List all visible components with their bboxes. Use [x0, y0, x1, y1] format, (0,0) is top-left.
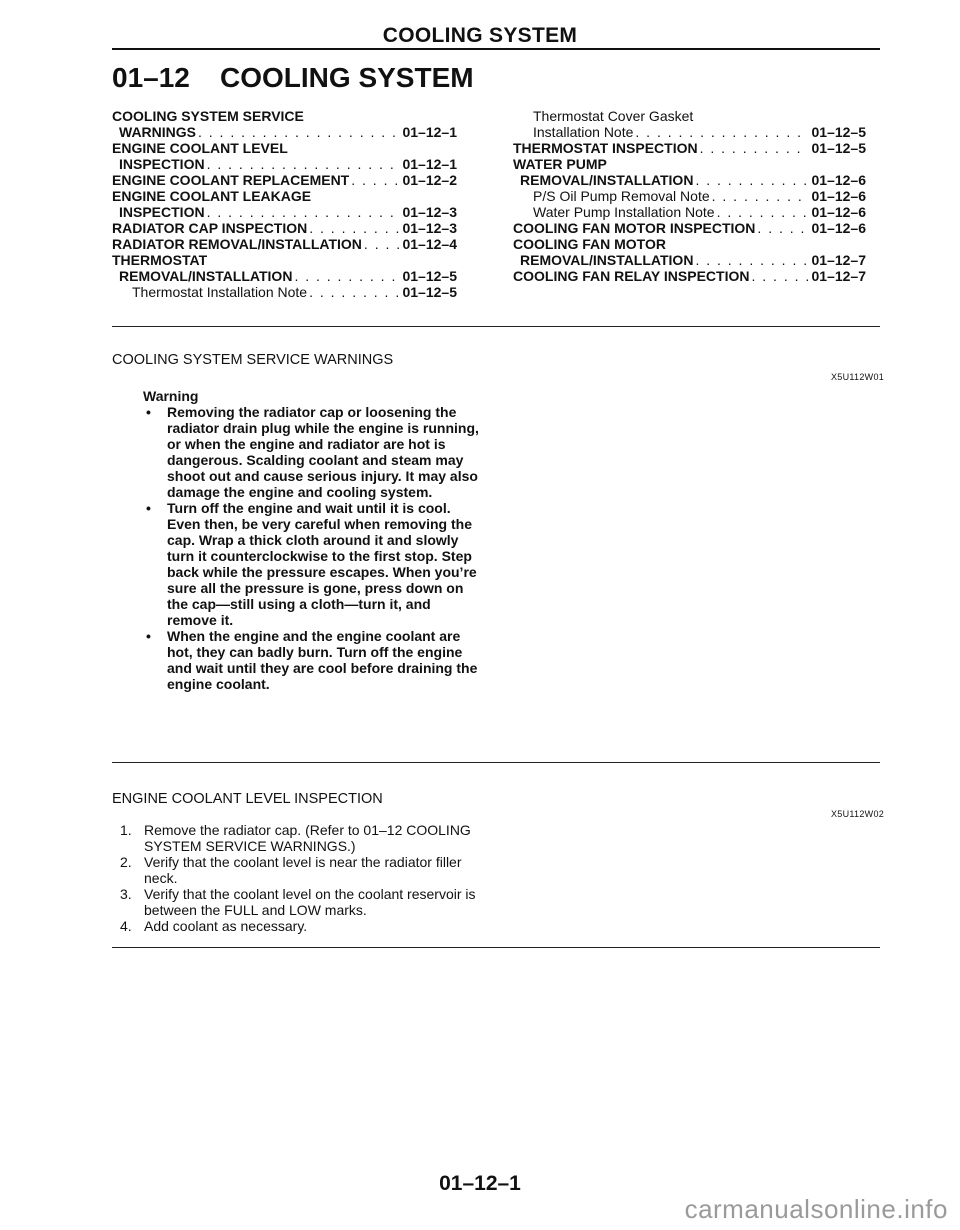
- step-item: [120, 822, 480, 854]
- warning-text: Turn off the engine and wait until it is cool. Even then, be very careful when removing the cap. Wrap a thick cloth around it and slowly turn it counterclockwise to the first stop. Step back while the pressure escapes. When you’re sure all the pressure is gone, press down on the cap—still using a cloth—turn it, and remove it.: [167, 500, 477, 628]
- toc-entry: [112, 204, 457, 220]
- toc-entry: [112, 172, 457, 188]
- toc-entry-label: P/S Oil Pump Removal Note: [533, 188, 710, 204]
- toc-entry: [513, 156, 866, 172]
- toc-entry-page: 01–12–5: [811, 140, 866, 156]
- step-number: 1.: [120, 822, 132, 838]
- toc-leader-dots: [757, 220, 808, 236]
- toc-entry: [112, 236, 457, 252]
- toc-entry: [513, 140, 866, 156]
- toc-entry-label: WATER PUMP: [513, 156, 607, 172]
- toc-entry-label: THERMOSTAT INSPECTION: [513, 140, 698, 156]
- toc-leader-dots: [695, 252, 808, 268]
- section-divider: [112, 947, 880, 948]
- figure-code: X5U112W01: [831, 372, 885, 382]
- procedure-steps: [120, 822, 480, 934]
- toc-entry-label: WARNINGS: [119, 124, 196, 140]
- toc-entry-label: Water Pump Installation Note: [533, 204, 715, 220]
- toc-entry-label: ENGINE COOLANT LEVEL: [112, 140, 288, 156]
- toc-leader-dots: [351, 172, 399, 188]
- toc-entry-page: 01–12–6: [811, 220, 866, 236]
- toc-entry: [513, 204, 866, 220]
- toc-entry-label: REMOVAL/INSTALLATION: [520, 252, 694, 268]
- toc-entry-page: 01–12–5: [402, 268, 457, 284]
- toc-entry-label: ENGINE COOLANT LEAKAGE: [112, 188, 312, 204]
- toc-entry-page: 01–12–1: [402, 156, 457, 172]
- toc-entry-label: RADIATOR REMOVAL/INSTALLATION: [112, 236, 362, 252]
- toc-leader-dots: [207, 204, 400, 220]
- toc-leader-dots: [364, 236, 400, 252]
- figure-code: X5U112W02: [831, 809, 885, 819]
- toc-leader-dots: [635, 124, 808, 140]
- step-list: [120, 822, 480, 934]
- toc-entry: [513, 188, 866, 204]
- toc-entry-label: INSPECTION: [119, 204, 205, 220]
- section-divider: [112, 326, 880, 327]
- toc-leader-dots: [207, 156, 400, 172]
- toc-entry-page: 01–12–3: [402, 204, 457, 220]
- step-number: 2.: [120, 854, 132, 870]
- section-title: COOLING SYSTEM SERVICE WARNINGS: [112, 352, 394, 368]
- toc-leader-dots: [294, 268, 399, 284]
- toc-leader-dots: [309, 220, 399, 236]
- toc-entry-label: COOLING SYSTEM SERVICE: [112, 108, 304, 124]
- toc-entry: [513, 236, 866, 252]
- toc-entry-label: ENGINE COOLANT REPLACEMENT: [112, 172, 350, 188]
- running-header: COOLING SYSTEM: [382, 24, 578, 47]
- toc-entry-page: 01–12–7: [811, 252, 866, 268]
- toc-entry: [112, 252, 457, 268]
- toc-entry: [112, 268, 457, 284]
- warning-text: Removing the radiator cap or loosening the radiator drain plug while the engine is running, or when the engine and radiator are hot is dangerous. Scalding coolant and steam may shoot out and cause serious injury. It may also damage the engine and cooling system.: [167, 404, 479, 500]
- bullet-icon: •: [146, 500, 151, 516]
- toc-entry-page: 01–12–7: [811, 268, 866, 284]
- toc-entry: [112, 124, 457, 140]
- toc-entry-page: 01–12–3: [402, 220, 457, 236]
- toc-entry-label: COOLING FAN MOTOR INSPECTION: [513, 220, 756, 236]
- toc-entry-page: 01–12–4: [402, 236, 457, 252]
- toc-leader-dots: [712, 188, 809, 204]
- toc-leader-dots: [717, 204, 809, 220]
- toc-entry-label: RADIATOR CAP INSPECTION: [112, 220, 308, 236]
- warning-block: [143, 388, 483, 692]
- toc-entry: [513, 172, 866, 188]
- toc-entry-page: 01–12–6: [811, 188, 866, 204]
- warning-item: [143, 500, 483, 628]
- toc-entry: [112, 156, 457, 172]
- warning-list: [143, 404, 483, 692]
- warning-item: [143, 404, 483, 500]
- toc-entry: [513, 252, 866, 268]
- header-rule: [112, 48, 880, 50]
- toc-entry-page: 01–12–2: [402, 172, 457, 188]
- toc-entry: [112, 188, 457, 204]
- toc-entry-label: INSPECTION: [119, 156, 205, 172]
- chapter-number: 01–12: [112, 62, 190, 93]
- toc-entry-label: COOLING FAN MOTOR: [513, 236, 666, 252]
- bullet-icon: •: [146, 404, 151, 420]
- toc-entry-label: COOLING FAN RELAY INSPECTION: [513, 268, 750, 284]
- step-number: 4.: [120, 918, 132, 934]
- toc-entry: [112, 108, 457, 124]
- watermark: carmanualsonline.info: [684, 1194, 948, 1224]
- section-title: ENGINE COOLANT LEVEL INSPECTION: [112, 791, 383, 807]
- toc-entry: [112, 220, 457, 236]
- step-text: Remove the radiator cap. (Refer to 01–12 COOLING SYSTEM SERVICE WARNINGS.): [144, 822, 471, 854]
- toc-leader-dots: [751, 268, 808, 284]
- step-text: Verify that the coolant level is near the radiator filler neck.: [144, 854, 462, 886]
- toc-entry-label: Installation Note: [533, 124, 634, 140]
- step-text: Add coolant as necessary.: [144, 918, 308, 934]
- step-item: [120, 886, 480, 918]
- toc-entry-label: REMOVAL/INSTALLATION: [520, 172, 694, 188]
- toc-entry-page: 01–12–6: [811, 172, 866, 188]
- toc-entry: [112, 284, 457, 300]
- page-number: 01–12–1: [439, 1172, 521, 1195]
- toc-entry-page: 01–12–5: [402, 284, 457, 300]
- section-divider: [112, 762, 880, 763]
- toc-entry-page: 01–12–6: [811, 204, 866, 220]
- toc-entry-label: Thermostat Installation Note: [132, 284, 308, 300]
- bullet-icon: •: [146, 628, 151, 644]
- toc-entry-label: THERMOSTAT: [112, 252, 208, 268]
- warning-label: Warning: [143, 388, 199, 404]
- step-item: [120, 854, 480, 886]
- toc-right-column: [513, 108, 866, 284]
- chapter-heading: [112, 62, 474, 94]
- toc-entry-page: 01–12–5: [811, 124, 866, 140]
- warning-text: When the engine and the engine coolant are hot, they can badly burn. Turn off the engine and wait until they are cool before draining the engine coolant.: [167, 628, 478, 692]
- toc-entry: [513, 124, 866, 140]
- chapter-title: COOLING SYSTEM: [220, 62, 474, 93]
- step-item: [120, 918, 480, 934]
- toc-left-column: [112, 108, 457, 300]
- toc-entry: [513, 108, 866, 124]
- toc-leader-dots: [198, 124, 399, 140]
- toc-entry-label: REMOVAL/INSTALLATION: [119, 268, 293, 284]
- toc-entry-page: 01–12–1: [402, 124, 457, 140]
- step-number: 3.: [120, 886, 132, 902]
- toc-entry: [513, 268, 866, 284]
- toc-leader-dots: [309, 284, 399, 300]
- toc-leader-dots: [695, 172, 808, 188]
- toc-entry: [112, 140, 457, 156]
- toc-entry-label: Thermostat Cover Gasket: [533, 108, 694, 124]
- toc-leader-dots: [700, 140, 809, 156]
- toc-entry: [513, 220, 866, 236]
- step-text: Verify that the coolant level on the coolant reservoir is between the FULL and LOW marks.: [144, 886, 476, 918]
- warning-item: [143, 628, 483, 692]
